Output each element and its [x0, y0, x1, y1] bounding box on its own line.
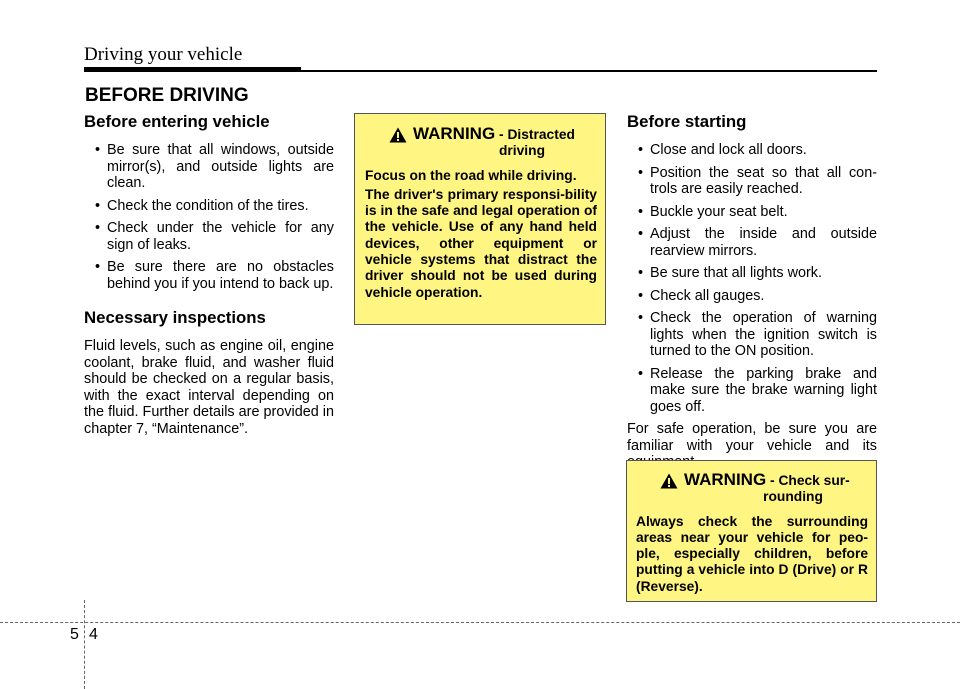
warning-header [365, 126, 597, 160]
footer-rule [0, 622, 960, 623]
right-column [627, 112, 877, 471]
before-entering-list [84, 142, 334, 292]
list-item: • Buckle your seat belt. [627, 204, 877, 221]
warning-subtitle-cont: driving [499, 143, 545, 159]
chapter-number: 5 [70, 626, 79, 643]
footer-divider [84, 600, 85, 689]
before-starting-list [627, 142, 877, 415]
warning-subtitle: - Check sur- [770, 473, 850, 488]
page-number: 4 [89, 626, 98, 643]
warning-triangle-icon [389, 127, 407, 143]
list-item: • Check all gauges. [627, 288, 877, 305]
list-item: • Check under the vehicle for any sign of leaks. [84, 220, 334, 253]
header-rule-thick [84, 67, 301, 72]
list-item: • Close and lock all doors. [627, 142, 877, 159]
before-entering-heading: Before entering vehicle [84, 112, 270, 131]
before-starting-text: For safe operation, be sure you are familiar with your vehicle and its [627, 421, 877, 454]
list-item: • Be sure there are no obstacles behind you if you intend to back up. [84, 259, 334, 292]
warning-box-check-surrounding [626, 460, 877, 602]
before-starting-heading: Before starting [627, 112, 747, 131]
warning-header [636, 472, 868, 506]
section-title: BEFORE DRIVING [85, 85, 249, 106]
header-title: Driving your vehicle [84, 44, 243, 65]
warning-box-distracted-driving [354, 113, 606, 325]
list-item: • Check the condition of the tires. [84, 198, 334, 215]
list-item: • Release the parking brake and make sure the brake warning light goes off. [627, 366, 877, 416]
left-column [84, 112, 334, 437]
warning-paragraph: Always check the surrounding areas near your vehicle for peo-ple, especially children, before putting a vehicle into D (Drive) or R (Reverse). [636, 513, 868, 594]
list-item: • Position the seat so that all con-trols are easily reached. [627, 165, 877, 198]
list-item: • Be sure that all windows, outside mirror(s), and outside lights are clean. [84, 142, 334, 192]
warning-subtitle-cont: rounding [763, 489, 823, 505]
warning-paragraph: The driver's primary responsi-bility is in the safe and legal operation of the vehicle. Use of any hand held devices, other equipment or vehicle systems that distract the driver should not be used during vehicle operation. [365, 186, 597, 300]
warning-body [636, 514, 868, 595]
warning-word: WARNING [684, 470, 767, 489]
warning-paragraph: Focus on the road while driving. [365, 167, 577, 183]
list-item: • Check the operation of warning lights when the ignition switch is turned to the ON position. [627, 310, 877, 360]
warning-triangle-icon [660, 473, 678, 489]
list-item: • Adjust the inside and outside rearview mirrors. [627, 226, 877, 259]
warning-word: WARNING [413, 124, 496, 143]
necessary-inspections-text: Fluid levels, such as engine oil, engine coolant, brake fluid, and washer fluid should be checked on a regular basis, with the exact interval depending on the fluid. Further details are provided in chapter 7, “Maintenance”. [84, 338, 334, 437]
header-rule-thin [301, 70, 877, 72]
necessary-inspections-heading: Necessary inspections [84, 308, 266, 327]
warning-subtitle: - Distracted [499, 127, 575, 142]
list-item: • Be sure that all lights work. [627, 265, 877, 282]
warning-body [365, 168, 597, 301]
